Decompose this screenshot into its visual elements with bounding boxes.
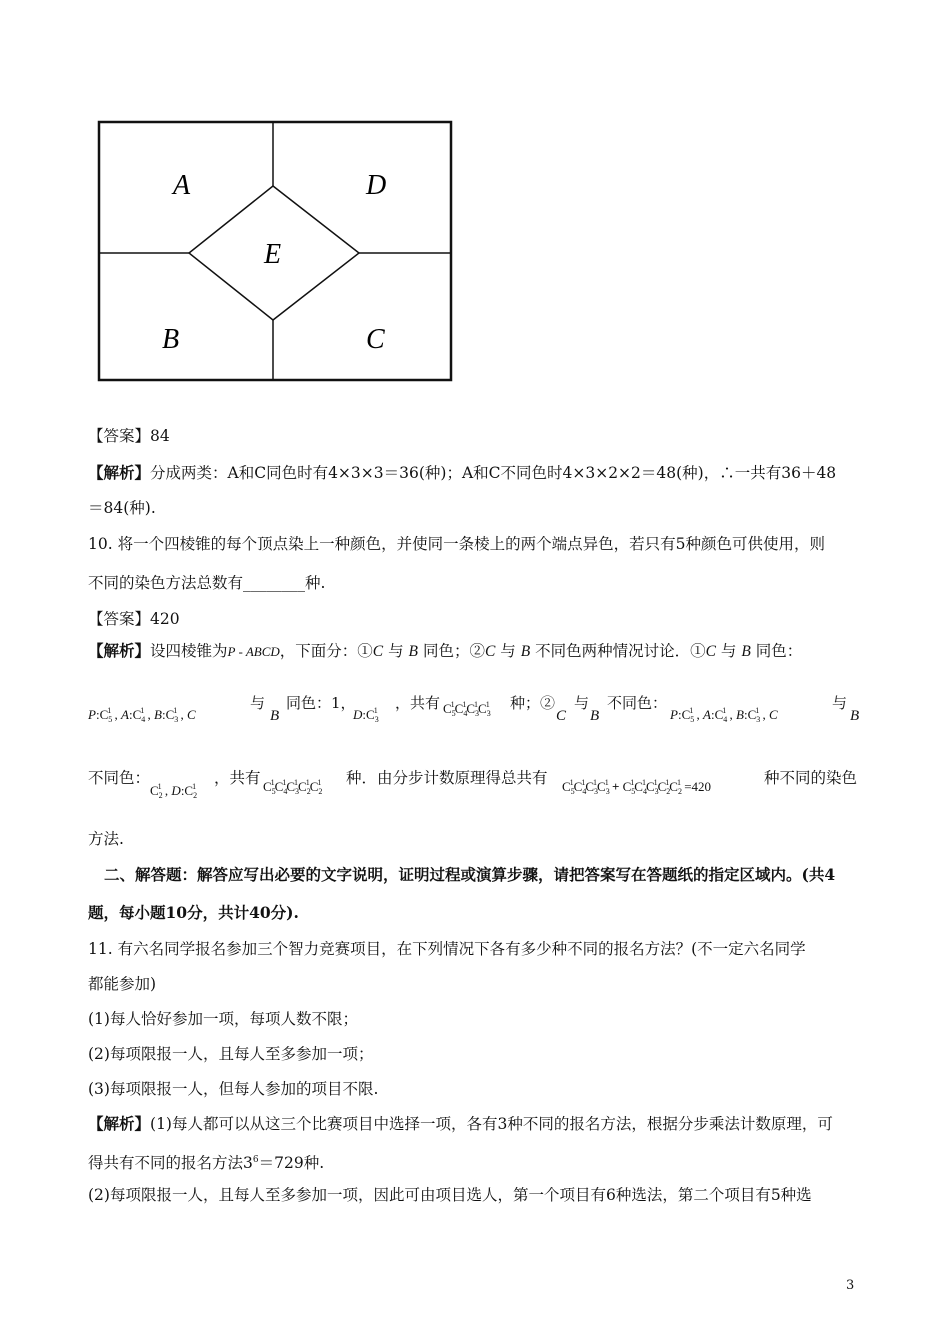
- answer-value: 420: [150, 610, 180, 628]
- q10-stem-line1: 10. 将一个四棱锥的每个顶点染上一种颜色，并使同一条棱上的两个端点异色，若只有5种颜色可供使用，则: [88, 535, 825, 553]
- q11-analysis-line2: 得共有不同的报名方法$3^6=729$种.: [88, 1154, 325, 1173]
- answer-tag: 【答案】: [88, 610, 151, 628]
- product-formula-1: $C_5^1C_4^1C_3^1C_3^1$: [443, 700, 491, 718]
- q10-stem-line2: 不同的染色方法总数有________种.: [88, 574, 326, 592]
- q11-part1: (1)每人恰好参加一项，每项人数不限；: [88, 1010, 358, 1028]
- q10-answer: [88, 608, 180, 630]
- q11-stem-line1: 11. 有六名同学报名参加三个智力竞赛项目，在下列情况下各有多少种不同的报名方法？(不一定六名同学: [88, 940, 806, 958]
- region-label-b: B: [162, 324, 180, 355]
- region-label-a: A: [173, 170, 191, 201]
- q9-answer: [88, 425, 170, 447]
- region-label-e: E: [264, 239, 282, 270]
- q9-analysis-line1: 【解析】分成两类：A和C同色时有4×3×3＝36(种)；A和C不同色时4×3×2×2＝48(种)，∴一共有36＋48: [88, 463, 837, 482]
- q10-analysis-line1: 【解析】设四棱锥为P - ABCD，下面分：①C 与 B 同色；②C 与 B 不同色两种情况讨论．①C 与 B 同色：: [88, 641, 803, 660]
- answer-value: 84: [150, 427, 170, 445]
- q11-analysis-line3: (2)每项限报一人，且每人至多参加一项，因此可由项目选人，第一个项目有6种选法，第二个项目有5种选: [88, 1186, 812, 1204]
- q11-part2: (2)每项限报一人，且每人至多参加一项；: [88, 1045, 374, 1063]
- q11-stem-line2: 都能参加): [88, 975, 157, 993]
- region-label-d: D: [366, 170, 387, 201]
- q9-analysis-line2: ＝84(种).: [88, 499, 156, 517]
- region-coloring-diagram: [96, 118, 456, 384]
- page-number: 3: [846, 1278, 855, 1293]
- section-heading-line2: 题，每小题10分，共计40分).: [88, 903, 299, 922]
- q11-analysis-line1: 【解析】(1)每人都可以从这三个比赛项目中选择一项，各有3种不同的报名方法，根据分步乘法计数原理，可: [88, 1114, 833, 1133]
- pyramid-name: P - ABCD: [227, 644, 280, 659]
- total-sum-formula: $C_5^1C_4^1C_3^1C_3^1 + C_5^1C_4^1C_3^1C_2^1C_2^1 =420$: [562, 778, 712, 796]
- analysis-tag: 【解析】: [88, 463, 151, 482]
- region-label-c: C: [366, 324, 385, 355]
- q10-analysis-end: 方法.: [88, 830, 124, 848]
- formula-p-a-b-c: $P:C_5^1$ , $A:C_4^1$ , $B:C_3^1$ , C: [88, 706, 196, 724]
- with-label: 与: [250, 694, 266, 712]
- q11-part3: (3)每项限报一人，但每人参加的项目不限.: [88, 1080, 379, 1098]
- section-heading-line1: 二、解答题：解答应写出必要的文字说明，证明过程或演算步骤，请把答案写在答题纸的指定区域内。(共4: [104, 865, 836, 884]
- product-formula-2: $C_5^1C_4^1C_3^1C_2^1C_2^1$: [263, 778, 323, 796]
- answer-tag: 【答案】: [88, 427, 151, 445]
